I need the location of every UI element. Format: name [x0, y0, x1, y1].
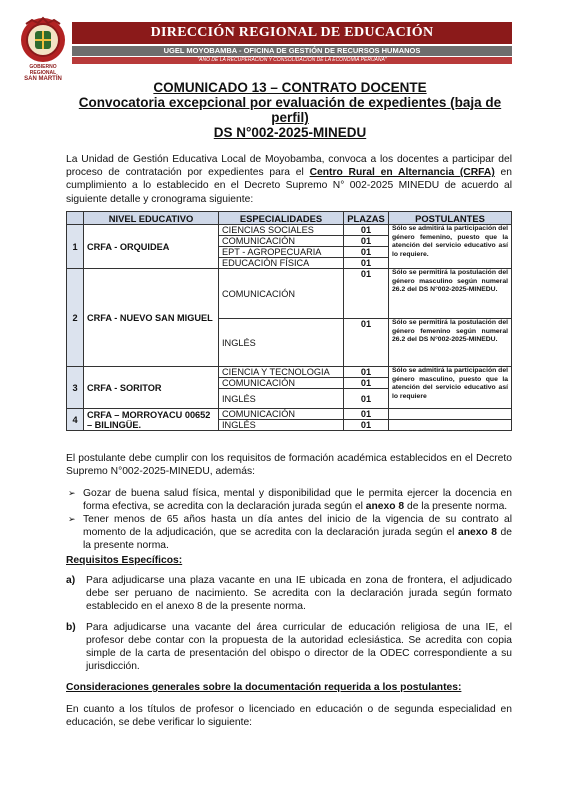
row-especialidad: EDUCACIÓN FÍSICA: [219, 258, 344, 269]
row-plazas: 01: [344, 319, 389, 367]
document-subtitle: Convocatoria excepcional por evaluación de expedientes (baja de perfil): [78, 95, 502, 125]
header-tagline: "AÑO DE LA RECUPERACIÓN Y CONSOLIDACIÓN DE LA ECONOMÍA PERUANA": [72, 57, 512, 64]
list-item: [66, 487, 512, 513]
row-plazas: 01: [344, 247, 389, 258]
coat-of-arms-icon: [16, 14, 70, 64]
row-nivel: CRFA - NUEVO SAN MIGUEL: [84, 269, 219, 367]
logo-text-bottom: SAN MARTÍN: [24, 76, 62, 82]
row-postulantes-empty: [389, 409, 512, 420]
row-plazas: 01: [344, 269, 389, 319]
row-especialidad: CIENCIAS SOCIALES: [219, 225, 344, 236]
intro-text-b: en cumplimiento a lo establecido en el Decreto Supremo N° 002-2025 MINEDU de acuerdo al siguiente detalle y cronograma siguiente:: [66, 167, 512, 205]
item-text: Para adjudicarse una vacante del área curricular de educación religiosa de una IE, el profesor debe contar con la propuesta de la autoridad eclesiástica. Se acredita con copia simple de la carta de presentación del obispo o director de la ODEC correspondiente a su jurisdicción.: [86, 622, 512, 672]
row-plazas: 01: [344, 258, 389, 269]
titles-paragraph: En cuanto a los títulos de profesor o licenciado en educación o de segunda especialidad en educación, se debe verificar lo siguiente:: [66, 704, 512, 728]
row-postulantes: Sólo se permitirá la postulación del género masculino según numeral 26.2 del DS N°002-2025-MINEDU.: [389, 269, 512, 319]
intro-text-a: La Unidad de Gestión Educativa Local de Moyobamba, convoca a los docentes a participar del proceso de contratación por expedientes para el: [66, 154, 512, 179]
header-subtitle: UGEL MOYOBAMBA - OFICINA DE GESTIÓN DE RECURSOS HUMANOS: [72, 46, 512, 56]
row-num: 2: [67, 269, 84, 367]
table-row: [67, 367, 512, 378]
header-title: DIRECCIÓN REGIONAL DE EDUCACIÓN: [72, 22, 512, 44]
considerations-heading: Consideraciones generales sobre la documentación requerida a los postulantes:: [66, 682, 462, 693]
row-num: 1: [67, 225, 84, 269]
intro-paragraph: [66, 153, 512, 206]
row-postulantes: Sólo se admitirá la participación del género masculino, puesto que la atención del servicio educativo así lo requiere: [389, 367, 512, 409]
row-especialidad: CIENCIA Y TECNOLOGIA: [219, 367, 344, 378]
arrow-bullet-icon: ➢: [68, 488, 76, 498]
row-especialidad: COMUNICACIÓN: [219, 236, 344, 247]
bullet-text-b: de la presente norma.: [83, 527, 512, 551]
table-row: [67, 225, 512, 236]
vacancies-table: [66, 211, 512, 431]
arrow-bullet-icon: ➢: [68, 514, 76, 524]
row-plazas: 01: [344, 378, 389, 389]
header-nivel: NIVEL EDUCATIVO: [84, 212, 219, 225]
requirements-paragraph: El postulante debe cumplir con los requisitos de formación académica establecidos en el Decreto Supremo N°002-2025-MINEDU, además:: [66, 453, 512, 477]
list-item: [66, 574, 512, 613]
specific-requirements-heading: Requisitos Específicos:: [66, 555, 183, 566]
row-plazas: 01: [344, 389, 389, 409]
list-item: [66, 621, 512, 673]
row-plazas: 01: [344, 367, 389, 378]
row-nivel: CRFA - SORITOR: [84, 367, 219, 409]
table-row: [67, 269, 512, 319]
row-plazas: 01: [344, 225, 389, 236]
row-especialidad: COMUNICACIÓN: [219, 378, 344, 389]
header-especialidades: ESPECIALIDADES: [219, 212, 344, 225]
document-title: COMUNICADO 13 – CONTRATO DOCENTE: [153, 80, 427, 95]
bullet-text-a: Gozar de buena salud física, mental y disponibilidad que le permita ejercer la docencia en forma efectiva, se acredita con la declaración jurada según el: [83, 488, 512, 512]
table-header-row: [67, 212, 512, 225]
row-especialidad: INGLÉS: [219, 420, 344, 431]
header-postulantes: POSTULANTES: [389, 212, 512, 225]
bullet-text-a: Tener menos de 65 años hasta un día antes del inicio de la vigencia de su contrato al momento de la adjudicación, que se acredita con la declaración jurada según el: [83, 514, 512, 538]
item-marker: b): [66, 622, 76, 633]
row-especialidad: INGLÉS: [219, 319, 344, 367]
header-plazas: PLAZAS: [344, 212, 389, 225]
row-plazas: 01: [344, 236, 389, 247]
item-marker: a): [66, 575, 76, 586]
row-plazas: 01: [344, 409, 389, 420]
list-item: [66, 513, 512, 552]
row-postulantes: Sólo se permitirá la postulación del género femenino según numeral 26.2 del DS N°002-2025-MINEDU.: [389, 319, 512, 367]
row-num: 4: [67, 409, 84, 431]
row-nivel: CRFA - ORQUIDEA: [84, 225, 219, 269]
bullet-text-b: de la presente norma.: [404, 501, 508, 512]
bullet-bold: anexo 8: [365, 501, 405, 512]
decree-reference: DS N°002-2025-MINEDU: [213, 125, 367, 140]
row-nivel: CRFA – MORROYACU 00652 – BILINGÜE.: [84, 409, 219, 431]
row-postulantes-empty: [389, 420, 512, 431]
row-plazas: 01: [344, 420, 389, 431]
bullet-bold: anexo 8: [457, 527, 497, 538]
row-especialidad: COMUNICACIÓN: [219, 269, 344, 319]
intro-crfa: Centro Rural en Alternancia (CRFA): [309, 167, 495, 179]
row-especialidad: COMUNICACIÓN: [219, 409, 344, 420]
row-especialidad: INGLÉS: [219, 389, 344, 409]
document-header: [72, 22, 512, 64]
table-row: [67, 409, 512, 420]
row-postulantes: Sólo se admitirá la participación del género femenino, puesto que la atención del servicio educativo así lo requiere.: [389, 225, 512, 269]
row-especialidad: EPT - AGROPECUARIA: [219, 247, 344, 258]
regional-government-logo: [16, 14, 70, 80]
row-num: 3: [67, 367, 84, 409]
logo-text-top: GOBIERNO REGIONAL: [29, 64, 57, 76]
header-num: [67, 212, 84, 225]
item-text: Para adjudicarse una plaza vacante en una IE ubicada en zona de frontera, el adjudicado debe ser peruano de nacimiento. Se acredita con la declaración jurada según formato establecido en el anexo 8 de la presente norma.: [86, 575, 512, 612]
